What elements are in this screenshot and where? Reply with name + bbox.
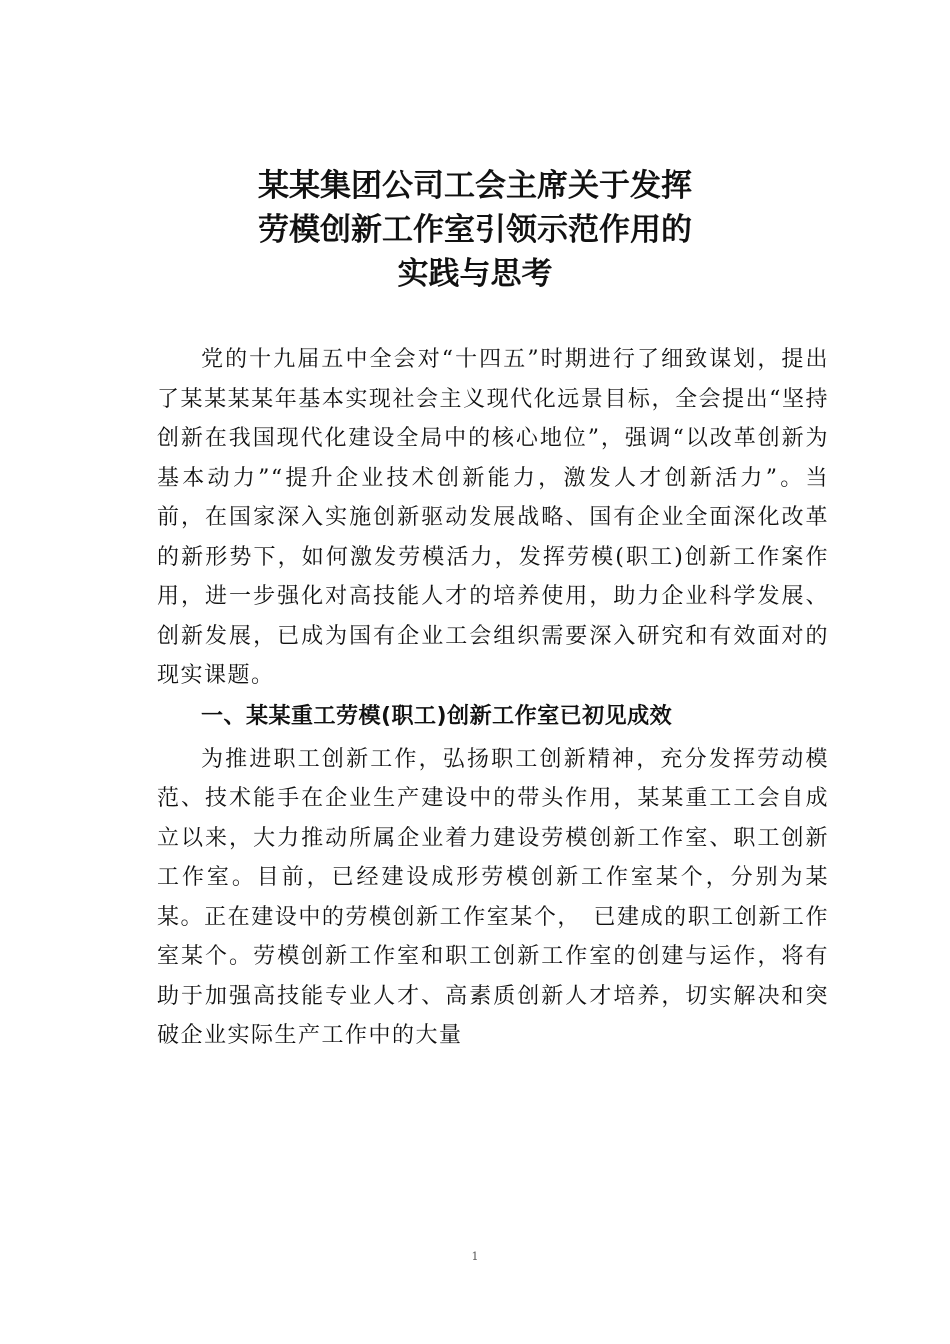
title-line-3: 实践与思考 xyxy=(397,256,553,292)
title-line-1: 某某集团公司工会主席关于发挥 xyxy=(258,168,692,204)
document-body xyxy=(157,340,829,1056)
section-paragraph: 为推进职工创新工作，弘扬职工创新精神，充分发挥劳动模范、技术能手在企业生产建设中的带头作用，某某重工工会自成立以来，大力推动所属企业着力建设劳模创新工作室、职工创新工作室。目前，已经建设成形劳模创新工作室某个，分别为某某。正在建设中的劳模创新工作室某个， 已建成的职工创新工作室某个。劳模创新工作室和职工创新工作室的创建与运作，将有助于加强高技能专业人才、高素质创新人才培养，切实解决和突破企业实际生产工作中的大量 xyxy=(157,746,829,1048)
title-line-2: 劳模创新工作室引领示范作用的 xyxy=(258,212,692,248)
page-number: 1 xyxy=(471,1250,479,1263)
document-title xyxy=(0,164,950,296)
section-heading: 一、某某重工劳模(职工)创新工作室已初见成效 xyxy=(201,703,673,729)
intro-paragraph: 党的十九届五中全会对“十四五”时期进行了细致谋划，提出了某某某某年基本实现社会主义现代化远景目标，全会提出“坚持创新在我国现代化建设全局中的核心地位”，强调“以改革创新为基本动力”“提升企业技术创新能力，激发人才创新活力”。当前，在国家深入实施创新驱动发展战略、国有企业全面深化改革的新形势下，如何激发劳模活力，发挥劳模(职工)创新工作案作用，进一步强化对高技能人才的培养使用，助力企业科学发展、创新发展，已成为国有企业工会组织需要深入研究和有效面对的现实课题。 xyxy=(157,347,829,688)
